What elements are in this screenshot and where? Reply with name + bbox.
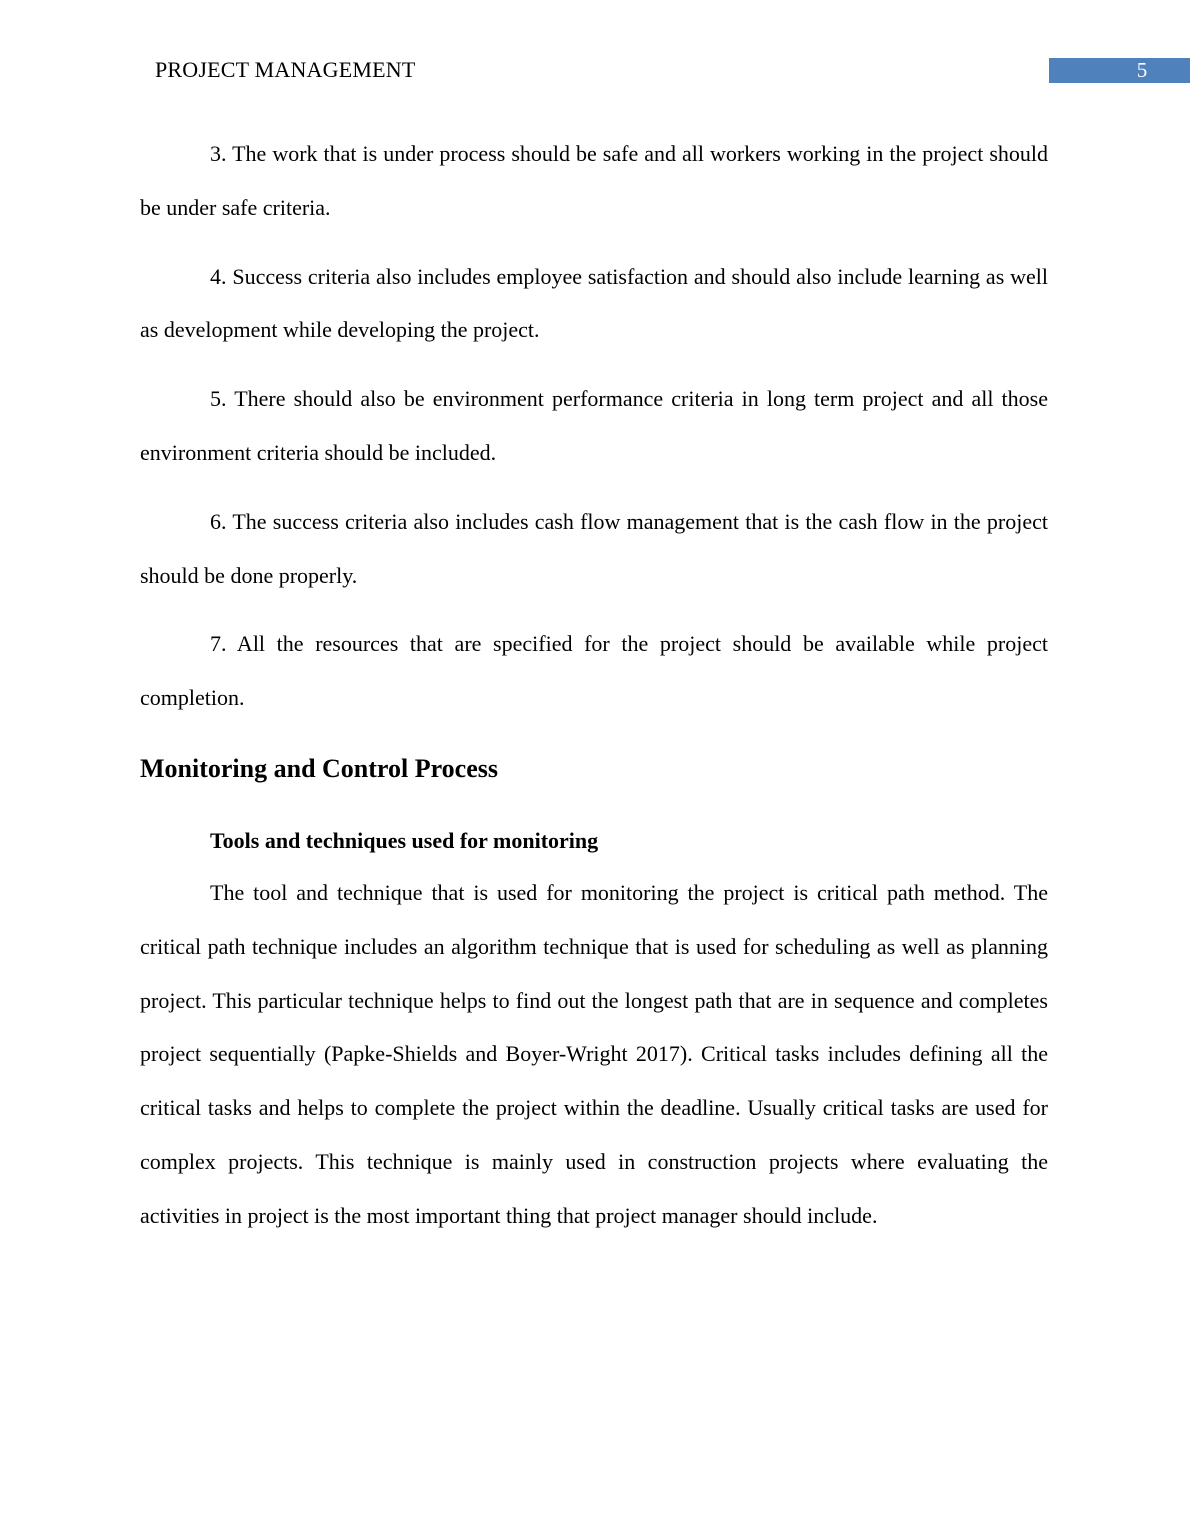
page-number-box — [1049, 58, 1190, 83]
subsection-heading: Tools and techniques used for monitoring — [210, 827, 599, 853]
section-heading: Monitoring and Control Process — [140, 753, 498, 783]
list-paragraph-4: 4. Success criteria also includes employee satisfaction and should also include learning as well as development while developing the project. — [140, 263, 1048, 343]
list-paragraph-5: 5. There should also be environment performance criteria in long term project and all those environment criteria should be included. — [140, 386, 1048, 465]
list-paragraph-6: 6. The success criteria also includes cash flow management that is the cash flow in the project should be done properly. — [140, 508, 1048, 588]
body-paragraph: The tool and technique that is used for monitoring the project is critical path method. The critical path technique includes an algorithm technique that is used for scheduling as well as planning project. This particular technique helps to find out the longest path that are in sequence and completes project sequentially (Papke-Shields and Boyer-Wright 2017). Critical tasks includes defining all the critical tasks and helps to complete the project within the deadline. Usually critical tasks are used for complex projects. This technique is mainly used in construction projects where evaluating the activities in project is the most important thing that project manager should include. — [140, 879, 1048, 1228]
page-number: 5 — [1136, 58, 1148, 82]
running-head: PROJECT MANAGEMENT — [155, 57, 416, 82]
list-paragraph-3: 3. The work that is under process should be safe and all workers working in the project should be under safe criteria. — [140, 141, 1048, 220]
list-paragraph-7: 7. All the resources that are specified for the project should be available while project completion. — [140, 631, 1048, 711]
document-body — [140, 127, 1048, 1258]
